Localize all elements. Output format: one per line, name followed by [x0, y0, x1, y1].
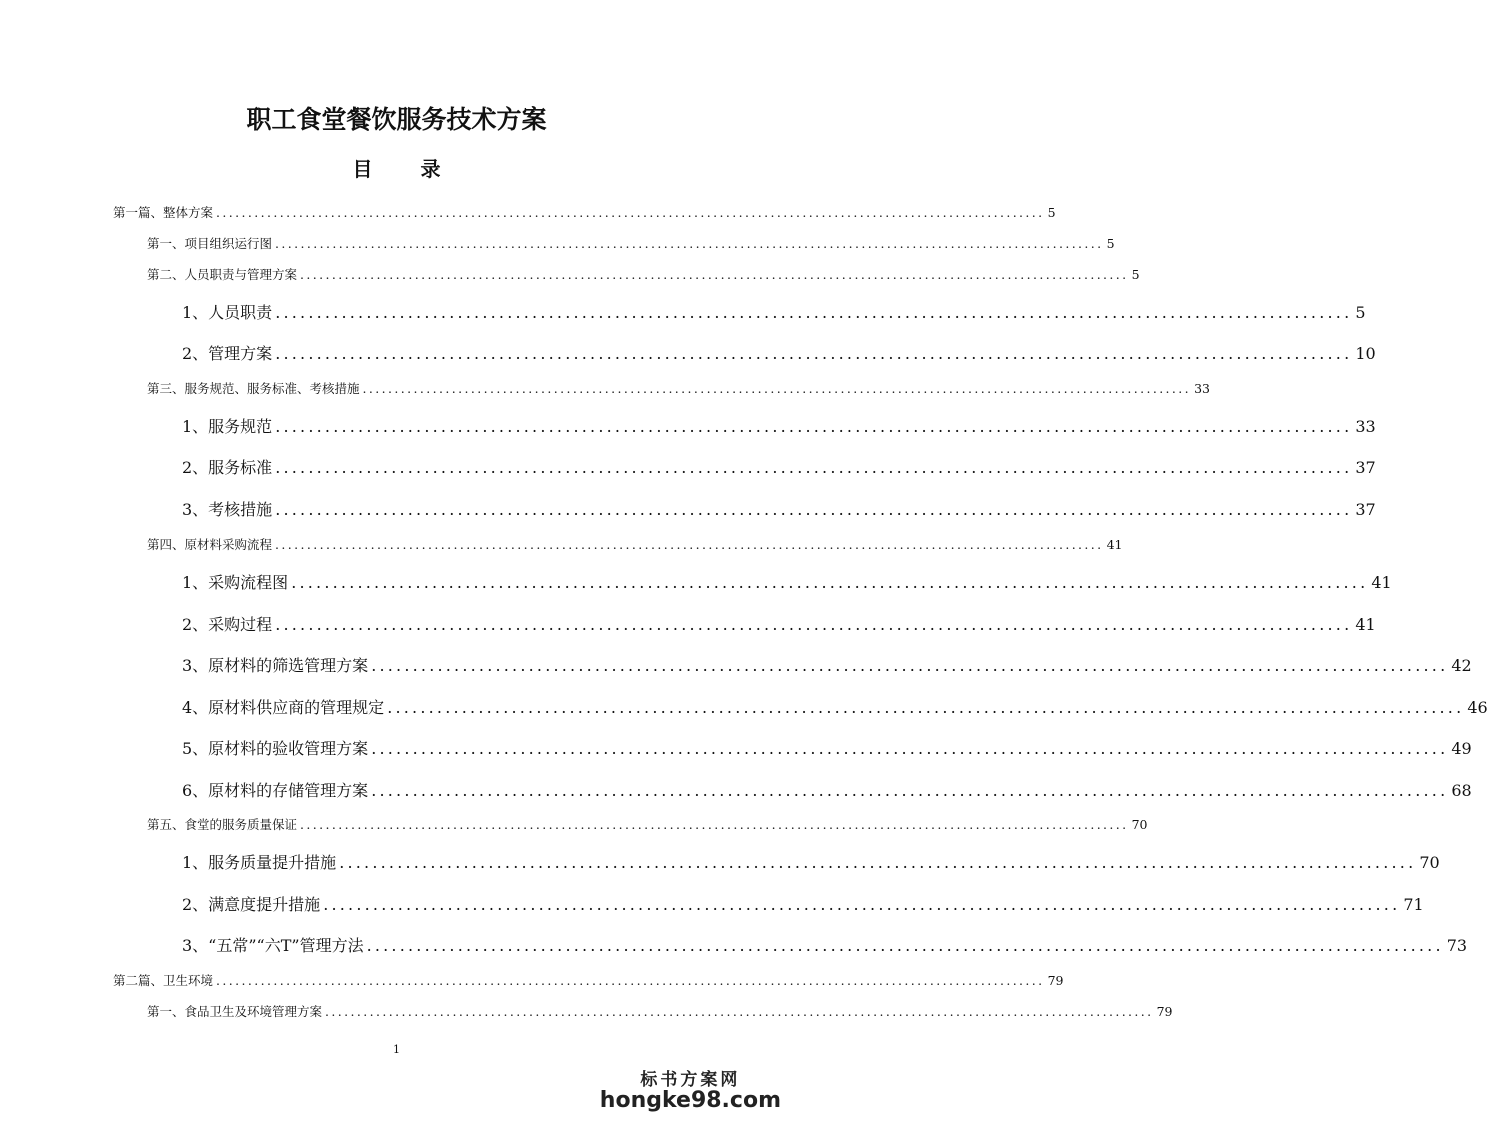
toc-dot-leader: .................................................................................................................................. [275, 417, 1353, 436]
toc-entry-label: 第一篇、整体方案 [113, 205, 214, 220]
toc-entry-label: 2、满意度提升措施 [182, 895, 321, 914]
toc-entry[interactable] [182, 414, 1376, 437]
toc-entry-label: 1、服务规范 [182, 417, 273, 436]
toc-entry-page: 5 [1106, 236, 1115, 251]
toc-entry[interactable] [113, 971, 1064, 989]
toc-entry-page: 33 [1355, 417, 1376, 436]
toc-dot-leader: .................................................................................................................................. [323, 895, 1401, 914]
toc-entry-page: 79 [1156, 1004, 1173, 1019]
toc-entry[interactable] [147, 815, 1148, 833]
toc-entry-page: 79 [1047, 973, 1064, 988]
toc-entry-page: 70 [1419, 853, 1440, 872]
toc-entry[interactable] [147, 1002, 1173, 1020]
toc-entry[interactable] [147, 535, 1123, 553]
toc-entry-label: 第五、食堂的服务质量保证 [147, 817, 298, 832]
toc-entry-page: 41 [1355, 615, 1376, 634]
toc-entry[interactable] [182, 892, 1424, 915]
toc-entry[interactable] [182, 778, 1472, 801]
toc-dot-leader: .................................................................................................................................. [275, 236, 1104, 251]
toc-entry[interactable] [182, 850, 1440, 873]
toc-entry[interactable] [182, 653, 1472, 676]
toc-entry[interactable] [182, 341, 1376, 364]
toc-entry-page: 37 [1355, 500, 1376, 519]
toc-dot-leader: .................................................................................................................................. [371, 739, 1449, 758]
toc-entry-page: 46 [1467, 698, 1488, 717]
toc-entry[interactable] [182, 497, 1376, 520]
toc-entry-page: 5 [1355, 303, 1366, 322]
toc-entry-label: 第三、服务规范、服务标准、考核措施 [147, 381, 360, 396]
toc-dot-leader: .................................................................................................................................. [362, 381, 1192, 396]
toc-entry[interactable] [182, 570, 1392, 593]
toc-entry[interactable] [182, 736, 1472, 759]
toc-entry-page: 5 [1047, 205, 1056, 220]
toc-dot-leader: .................................................................................................................................. [339, 853, 1417, 872]
toc-entry[interactable] [147, 379, 1210, 397]
page-number: 1 [393, 1043, 400, 1056]
toc-entry-label: 第一、项目组织运行图 [147, 236, 273, 251]
toc-entry-page: 5 [1131, 267, 1140, 282]
watermark-cn-text: 标书方案网 [640, 1070, 741, 1090]
toc-entry[interactable] [182, 695, 1488, 718]
toc-entry-page: 73 [1446, 936, 1468, 955]
toc-entry-page: 10 [1355, 344, 1376, 363]
toc-entry-label: 6、原材料的存储管理方案 [182, 781, 369, 800]
toc-dot-leader: .................................................................................................................................. [275, 500, 1353, 519]
toc-entry-label: 4、原材料供应商的管理规定 [182, 698, 385, 717]
toc-dot-leader: .................................................................................................................................. [275, 537, 1104, 552]
toc-dot-leader: .................................................................................................................................. [216, 973, 1045, 988]
toc-entry-label: 1、人员职责 [182, 303, 273, 322]
toc-entry[interactable] [182, 612, 1376, 635]
toc-entry-label: 5、原材料的验收管理方案 [182, 739, 369, 758]
toc-entry-label: 2、采购过程 [182, 615, 273, 634]
toc-entry-label: 1、采购流程图 [182, 573, 289, 592]
toc-entry-label: 2、服务标准 [182, 458, 273, 477]
toc-entry-label: 3、“五常”“六T”管理方法 [182, 936, 364, 955]
toc-dot-leader: .................................................................................................................................. [275, 615, 1353, 634]
toc-dot-leader: .................................................................................................................................. [216, 205, 1045, 220]
toc-entry-page: 42 [1451, 656, 1472, 675]
toc-dot-leader: .................................................................................................................................. [300, 817, 1129, 832]
toc-entry-label: 3、原材料的筛选管理方案 [182, 656, 369, 675]
toc-entry-page: 41 [1371, 573, 1392, 592]
toc-entry-page: 68 [1451, 781, 1472, 800]
toc-entry-page: 70 [1131, 817, 1148, 832]
toc-dot-leader: .................................................................................................................................. [300, 267, 1129, 282]
toc-entry[interactable] [182, 933, 1468, 956]
toc-dot-leader: .................................................................................................................................. [325, 1004, 1154, 1019]
toc-entry-label: 第二篇、卫生环境 [113, 973, 214, 988]
toc-dot-leader: .................................................................................................................................. [275, 458, 1353, 477]
toc-dot-leader: .................................................................................................................................. [291, 573, 1369, 592]
watermark-url-text: hongke98.com [599, 1088, 781, 1113]
toc-entry[interactable] [147, 234, 1115, 252]
toc-entry[interactable] [182, 300, 1366, 323]
toc-entry-label: 2、管理方案 [182, 344, 273, 363]
toc-entry-label: 第二、人员职责与管理方案 [147, 267, 298, 282]
document-title: 职工食堂餐饮服务技术方案 [246, 105, 547, 134]
toc-entry-page: 33 [1194, 381, 1210, 396]
toc-entry[interactable] [113, 203, 1056, 221]
toc-dot-leader: .................................................................................................................................. [275, 303, 1353, 322]
toc-entry-page: 41 [1106, 537, 1123, 552]
toc-entry[interactable] [147, 265, 1140, 283]
toc-heading: 目 录 [352, 157, 455, 181]
toc-entry-label: 1、服务质量提升措施 [182, 853, 337, 872]
toc-entry-label: 3、考核措施 [182, 500, 273, 519]
toc-dot-leader: .................................................................................................................................. [366, 936, 1444, 955]
toc-entry[interactable] [182, 455, 1376, 478]
toc-entry-page: 37 [1355, 458, 1376, 477]
toc-entry-label: 第一、食品卫生及环境管理方案 [147, 1004, 323, 1019]
toc-entry-label: 第四、原材料采购流程 [147, 537, 273, 552]
toc-entry-page: 71 [1403, 895, 1424, 914]
toc-dot-leader: .................................................................................................................................. [371, 656, 1449, 675]
toc-entry-page: 49 [1451, 739, 1472, 758]
toc-dot-leader: .................................................................................................................................. [371, 781, 1449, 800]
toc-dot-leader: .................................................................................................................................. [387, 698, 1465, 717]
watermark-logo [600, 1065, 781, 1112]
toc-dot-leader: .................................................................................................................................. [275, 344, 1353, 363]
